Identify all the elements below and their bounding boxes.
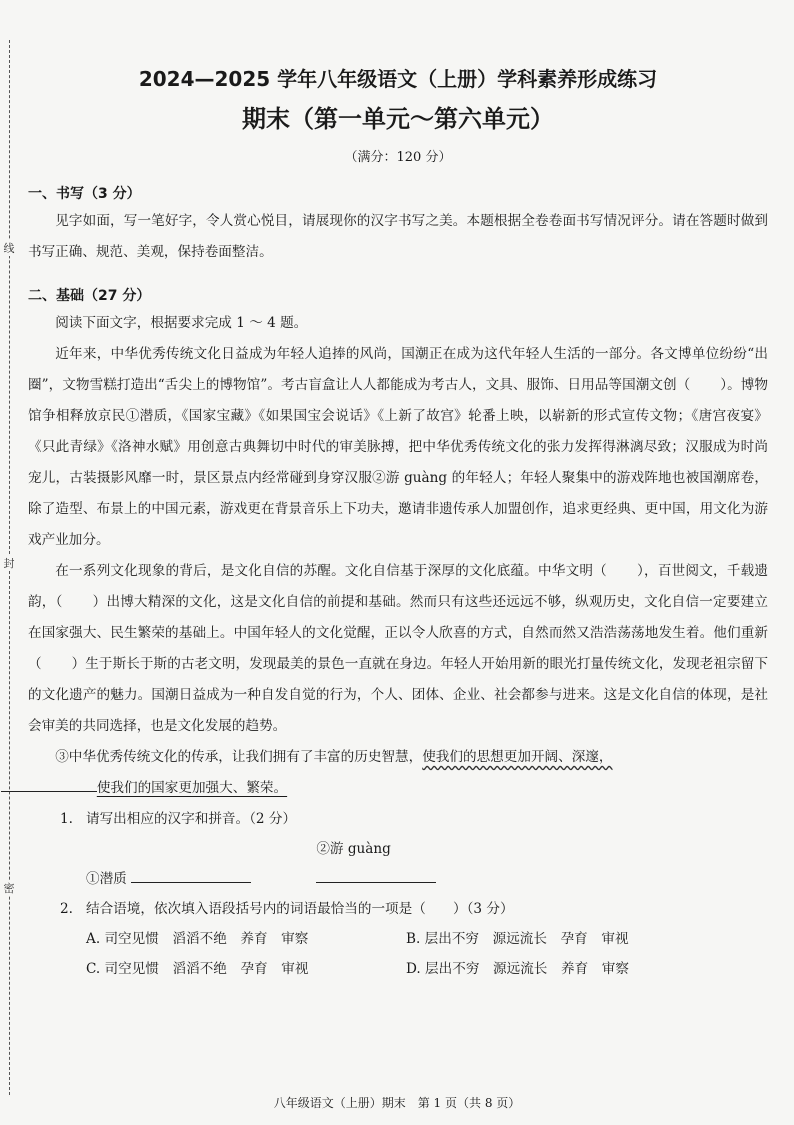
fill-in-blank-line	[1, 777, 97, 792]
section-writing-body: 见字如面，写一笔好字，令人赏心悦目，请展现你的汉字书写之美。本题根据全卷卷面书写情况评分。请在答题时做到书写正确、规范、美观，保持卷面整洁。	[28, 213, 768, 260]
passage-paragraph-1: 近年来，中华优秀传统文化日益成为年轻人追捧的风尚，国潮正在成为这代年轻人生活的一部分。各文博单位纷纷“出圈”，文物雪糕打造出“舌尖上的博物馆”。考古盲盒让人人都能成为考古人，文具、服饰、日用品等国潮文创（ ）。博物馆争相释放京民①潜质，《国家宝藏》《如果国宝会说话》《上新了故宫》轮番上映，以崭新的形式宣传文物；《唐宫夜宴》《只此青绿》《洛神水赋》用创意古典舞切中时代的审美脉搏，把中华优秀传统文化的张力发挥得淋漓尽致；汉服成为时尚宠儿，古装摄影风靡一时，景区景点内经常碰到身穿汉服②游 guàng 的年轻人；年轻人聚集中的游戏阵地也被国潮席卷，除了造型、布景上的中国元素，游戏更在背景音乐上下功夫，邀请非遗传承人加盟创作，追求更经典、更中国，用文化为游戏产业加分。	[28, 346, 768, 548]
question-1: 1. 请写出相应的汉字和拼音。（2 分）	[60, 811, 297, 827]
option-b: B. 层出不穷 源远流长 孕育 审视	[406, 931, 629, 947]
passage-paragraph-3: ③中华优秀传统文化的传承，让我们拥有了丰富的历史智慧，使我们的思想更加开阔、深邃， 使我们的国家更加强大、繁荣。	[28, 742, 768, 804]
exam-title: 2024—2025 学年八年级语文（上册）学科素养形成练习	[138, 67, 658, 91]
exam-subtitle: 期末（第一单元～第六单元）	[242, 105, 554, 133]
option-c: C. 司空见惯 滔滔不绝 孕育 审视	[86, 961, 309, 977]
exam-page	[28, 62, 768, 984]
section-writing-heading: 一、书写（3 分）	[28, 186, 141, 202]
option-a: A. 司空见惯 滔滔不绝 养育 审察	[86, 931, 309, 947]
margin-label-seal: 封	[0, 555, 18, 571]
margin-label-line: 线	[0, 240, 18, 256]
underlined-text: 使我们的国家更加强大、繁荣。	[96, 780, 288, 796]
answer-line	[316, 868, 436, 883]
wavy-underlined-text: 使我们的思想更加开阔、深邃，	[422, 749, 613, 765]
question-2-options	[28, 924, 768, 984]
answer-line	[131, 868, 251, 883]
full-score: （满分：120 分）	[344, 150, 452, 165]
margin-label-secret: 密	[0, 880, 18, 896]
passage-paragraph-2: 在一系列文化现象的背后，是文化自信的苏醒。文化自信基于深厚的文化底蕴。中华文明（ ），百世阅文，千载遗韵，（ ）出博大精深的文化，这是文化自信的前提和基础。然而只有这些还远远不够，纵观历史，文化自信一定要建立在国家强大、民生繁荣的基础上。中国年轻人的文化觉醒，正以令人欣喜的方式，自然而然又浩浩荡荡地发生着。他们重新（ ）生于斯长于斯的古老文明，发现最美的景色一直就在身边。年轻人开始用新的眼光打量传统文化，发现老祖宗留下的文化遗产的魅力。国潮日益成为一种自发自觉的行为，个人、团体、企业、社会都参与进来。这是文化自信的体现，是社会审美的共同选择，也是文化发展的趋势。	[28, 563, 768, 734]
reading-intro: 阅读下面文字，根据要求完成 1 ～ 4 题。	[55, 315, 308, 331]
question-1-items: ①潜质 ②游 guàng	[28, 834, 768, 894]
page-footer: 八年级语文（上册）期末 第 1 页（共 8 页）	[273, 1096, 521, 1110]
option-d: D. 层出不穷 源远流长 养育 审察	[406, 961, 629, 977]
question-2: 2. 结合语境，依次填入语段括号内的词语最恰当的一项是（ ）（3 分）	[60, 901, 514, 917]
section-basics-heading: 二、基础（27 分）	[28, 288, 151, 304]
